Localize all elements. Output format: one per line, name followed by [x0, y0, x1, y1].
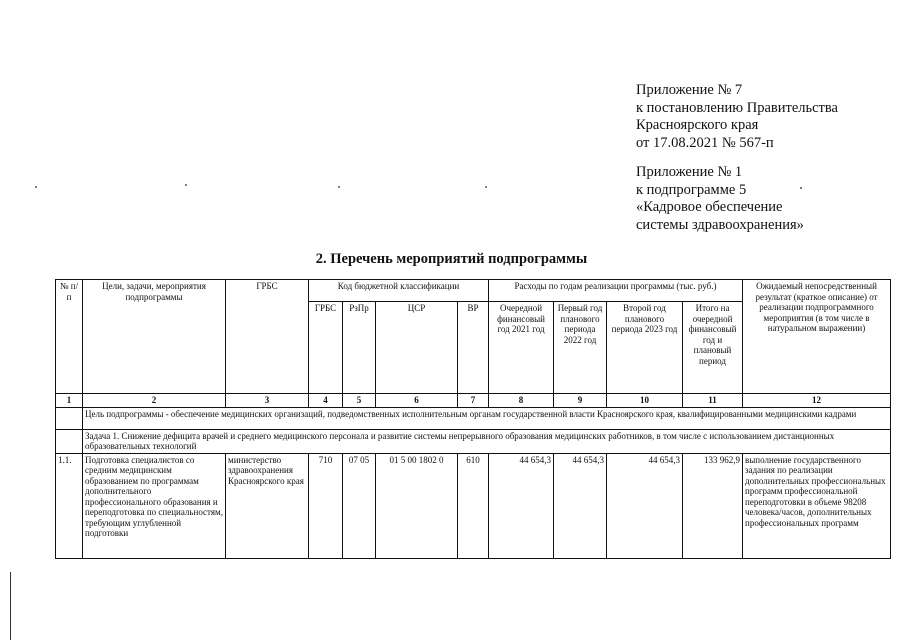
column-number: 6: [376, 394, 458, 408]
header-year-2021: Очередной финансовый год 2021 год: [489, 302, 554, 394]
scan-margin-line: [10, 572, 11, 640]
scan-speck: [338, 186, 340, 188]
header-expenses: Расходы по годам реализации программы (тыс. руб.): [489, 280, 743, 302]
column-number: 3: [226, 394, 309, 408]
appendix-1-line-2: к подпрограмме 5: [636, 181, 747, 198]
header-row-1: [56, 280, 891, 302]
column-number: 4: [309, 394, 343, 408]
scan-speck: [35, 186, 37, 188]
row-measure-name: Подготовка специалистов со средним медицинским образованием по программам дополнительного профессионального образования и переподготовка по специальностям, требующим углубленной подготовки: [83, 453, 226, 558]
header-sub-rzpr: РзПр: [343, 302, 376, 394]
header-sub-grbs: ГРБС: [309, 302, 343, 394]
row-grbs-code: 710: [309, 453, 343, 558]
section-title: 2. Перечень мероприятий подпрограммы: [315, 251, 588, 267]
table-row: [56, 453, 891, 558]
column-number: 2: [83, 394, 226, 408]
row-expense-2021: 44 654,3: [489, 453, 554, 558]
row-grbs-name: министерство здравоохранения Красноярского края: [226, 453, 309, 558]
goal-text: Цель подпрограммы - обеспечение медицинских организаций, подведомственных исполнительным органам государственной власти Красноярского края, квалифицированными медицинскими кадрами: [83, 407, 891, 429]
row-expense-2022: 44 654,3: [554, 453, 607, 558]
header-total: Итого на очередной финансовый год и плановый период: [683, 302, 743, 394]
task-row: [56, 429, 891, 453]
row-expense-2023: 44 654,3: [607, 453, 683, 558]
row-expected-result: выполнение государственного задания по реализации дополнительных профессиональных программ профессиональной переподготовки в объеме 98208 человека/часов, дополнительных профессиональных программ: [743, 453, 891, 558]
goal-row-spacer: [56, 407, 83, 429]
appendix-7-line-1: Приложение № 7: [636, 82, 743, 98]
row-expense-total: 133 962,9: [683, 453, 743, 558]
column-number: 10: [607, 394, 683, 408]
header-budget-code: Код бюджетной классификации: [309, 280, 489, 302]
column-numbers-row: [56, 394, 891, 408]
row-csr-code: 01 5 00 1802 0: [376, 453, 458, 558]
task-row-spacer: [56, 429, 83, 453]
column-number: 12: [743, 394, 891, 408]
scan-speck: [800, 187, 802, 189]
appendix-7-line-4: от 17.08.2021 № 567-п: [636, 134, 774, 151]
header-sub-vr: ВР: [458, 302, 489, 394]
header-sub-csr: ЦСР: [376, 302, 458, 394]
scan-speck: [185, 184, 187, 186]
row-vr-code: 610: [458, 453, 489, 558]
appendix-7-line-3: Красноярского края: [636, 117, 759, 133]
appendix-1-block: [636, 164, 804, 234]
row-number: 1.1.: [56, 453, 83, 558]
header-expected-result: Ожидаемый непосредственный результат (краткое описание) от реализации подпрограммного мероприятия (в том числе в натуральном выражении): [743, 280, 891, 394]
column-number: 8: [489, 394, 554, 408]
scan-speck: [485, 186, 487, 188]
measures-table: [55, 279, 891, 559]
column-number: 9: [554, 394, 607, 408]
header-grbs: ГРБС: [226, 280, 309, 394]
task-text: Задача 1. Снижение дефицита врачей и среднего медицинского персонала и развитие системы непрерывного образования медицинских работников, в том числе с использованием дистанционных образовательных технологий: [83, 429, 891, 453]
column-number: 5: [343, 394, 376, 408]
appendix-1-line-3: «Кадровое обеспечение: [636, 199, 783, 215]
header-goals: Цели, задачи, мероприятия подпрограммы: [83, 280, 226, 394]
column-number: 1: [56, 394, 83, 408]
goal-row: [56, 407, 891, 429]
column-number: 11: [683, 394, 743, 408]
appendix-1-line-1: Приложение № 1: [636, 164, 743, 180]
appendix-7-line-2: к постановлению Правительства: [636, 99, 838, 116]
row-rzpr-code: 07 05: [343, 453, 376, 558]
column-number: 7: [458, 394, 489, 408]
appendix-1-line-4: системы здравоохранения»: [636, 216, 804, 233]
appendix-7-block: [636, 82, 838, 152]
header-year-2022: Первый год планового периода 2022 год: [554, 302, 607, 394]
header-year-2023: Второй год планового периода 2023 год: [607, 302, 683, 394]
header-num: № п/п: [56, 280, 83, 394]
